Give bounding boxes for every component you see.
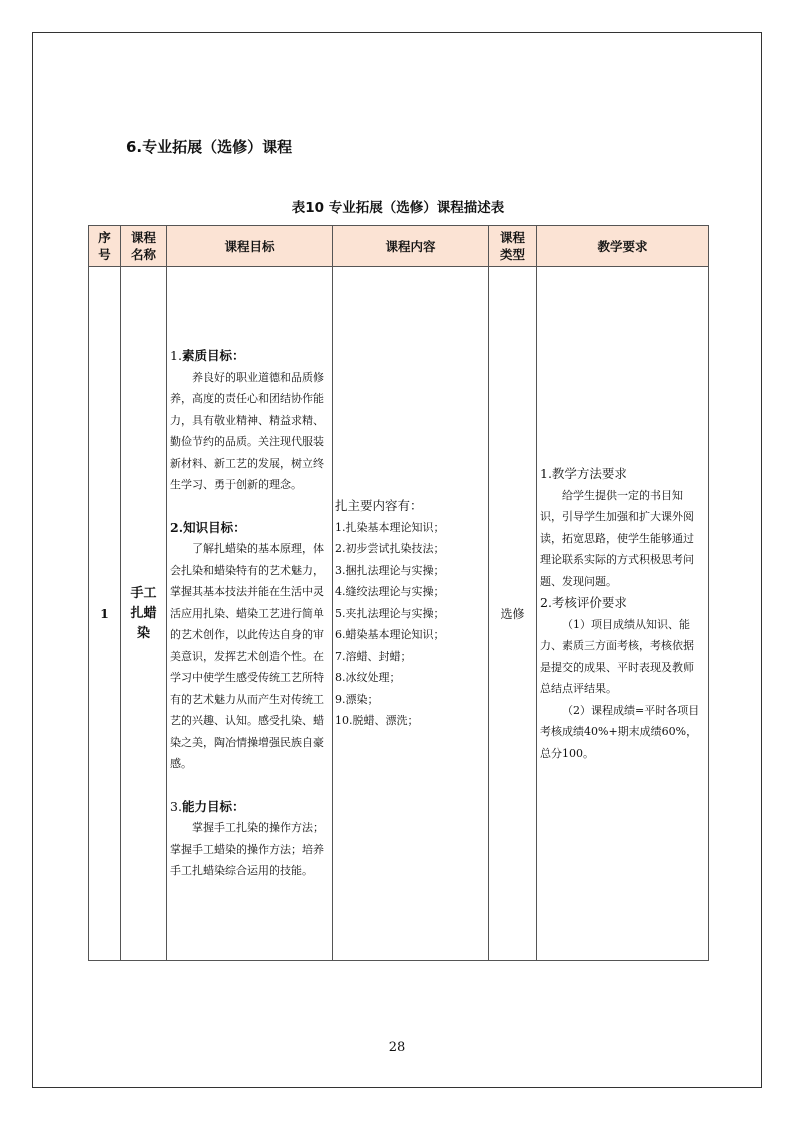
row-course-name: 手工 扎蜡 染 [121, 267, 167, 961]
header-objectives: 课程目标 [167, 226, 333, 267]
list-item: 10.脱蜡、漂洗； [335, 714, 419, 728]
list-item: 5.夹扎法理论与实操； [335, 606, 445, 620]
req-assessment-text-1: （1）项目成绩从知识、能力、素质三方面考核，考核依据是提交的成果、平时表现及教师总结点评结果。 [540, 617, 694, 695]
row-objectives [167, 267, 333, 961]
table-row [89, 267, 709, 961]
row-seq: 1 [89, 267, 121, 961]
req-assessment-heading: 2.考核评价要求 [540, 595, 627, 610]
table-header-row [89, 226, 709, 267]
content-list [335, 517, 486, 732]
req-method-text: 给学生提供一定的书目知识，引导学生加强和扩大课外阅读，拓宽思路，使学生能够通过理论联系实际的方式积极思考问题、发现问题。 [540, 488, 694, 588]
header-seq: 序 号 [89, 226, 121, 267]
list-item: 6.蜡染基本理论知识； [335, 628, 445, 642]
header-course-type: 课程 类型 [489, 226, 537, 267]
page-number: 28 [388, 1040, 406, 1055]
objective-quality: 1.素质目标： 养良好的职业道德和品质修养，高度的责任心和团结协作能力，具有敬业精神、精益求精、勤俭节约的品质。关注现代服装新材料、新工艺的发展，树立终生学习、勇于创新的理念。 [170, 348, 324, 492]
content-lead: 扎主要内容有： [335, 498, 423, 514]
list-item: 3.捆扎法理论与实操； [335, 563, 445, 577]
list-item: 4.缝绞法理论与实操； [335, 585, 445, 599]
row-course-type: 选修 [489, 267, 537, 961]
objective-ability: 3.能力目标： 掌握手工扎染的操作方法；掌握手工蜡染的操作方法；培养手工扎蜡染综合运用的技能。 [170, 798, 324, 878]
row-content [333, 267, 489, 961]
objective-knowledge: 2.知识目标： 了解扎蜡染的基本原理，体会扎染和蜡染特有的艺术魅力，掌握其基本技法并能在生活中灵活应用扎染、蜡染工艺进行简单的艺术创作，以此传达自身的审美意识，发挥艺术创造个性。在学习中使学生感受传统工艺所特有的艺术魅力从而产生对传统工艺的兴趣、认知。感受扎染、蜡染之美，陶冶情操增强民族自豪感。 [170, 519, 324, 771]
header-course-name: 课程 名称 [121, 226, 167, 267]
table-caption: 表10 专业拓展（选修）课程描述表 [291, 200, 505, 216]
req-assessment-text-2: （2）课程成绩=平时各项目考核成绩40%+期末成绩60%，总分100。 [540, 703, 700, 760]
list-item: 7.溶蜡、封蜡； [335, 649, 412, 663]
list-item: 8.冰纹处理； [335, 671, 401, 685]
header-requirements: 教学要求 [537, 226, 709, 267]
list-item: 2.初步尝试扎染技法； [335, 542, 445, 556]
list-item: 1.扎染基本理论知识； [335, 520, 445, 534]
req-method-heading: 1.教学方法要求 [540, 466, 627, 481]
list-item: 9.漂染； [335, 692, 379, 706]
row-requirements [537, 267, 709, 961]
header-content: 课程内容 [333, 226, 489, 267]
course-description-table [88, 225, 709, 961]
section-title: 6.专业拓展（选修）课程 [126, 138, 293, 156]
